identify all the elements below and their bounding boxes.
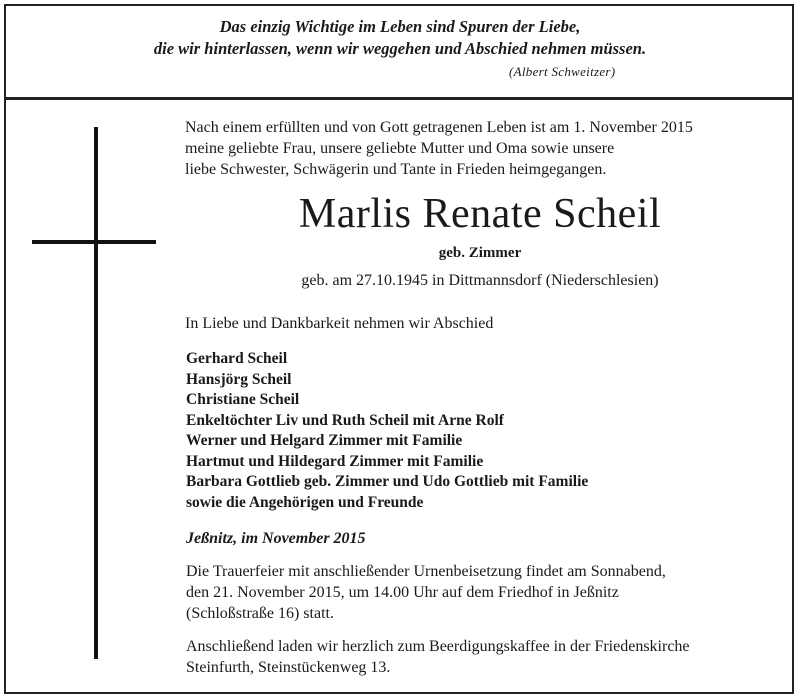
birth-info: geb. am 27.10.1945 in Dittmannsdorf (Niederschlesien) bbox=[301, 272, 659, 289]
mourner-item: Christiane Scheil bbox=[186, 391, 300, 408]
mourner-item: Werner und Helgard Zimmer mit Familie bbox=[186, 432, 463, 449]
reception-line: Steinfurth, Steinstückenweg 13. bbox=[186, 659, 391, 676]
reception-info bbox=[186, 636, 690, 678]
mourner-item: Hartmut und Hildegard Zimmer mit Familie bbox=[186, 452, 484, 470]
quote-line-2: die wir hinterlassen, wenn wir weggehen und Abschied nehmen müssen. bbox=[153, 39, 647, 58]
place-date: Jeßnitz, im November 2015 bbox=[186, 530, 366, 547]
mourners-list bbox=[186, 349, 588, 513]
funeral-line: den 21. November 2015, um 14.00 Uhr auf dem Friedhof in Jeßnitz bbox=[186, 584, 619, 601]
funeral-line: (Schloßstraße 16) statt. bbox=[186, 605, 334, 622]
announcement-line: Nach einem erfüllten und von Gott getragenen Leben ist am 1. November 2015 bbox=[185, 119, 693, 136]
mourner-item: Enkeltöchter Liv und Ruth Scheil mit Arne Rolf bbox=[186, 411, 504, 429]
epigraph-quote bbox=[0, 16, 800, 60]
cross-icon-horizontal bbox=[32, 240, 156, 244]
mourner-item: Gerhard Scheil bbox=[186, 350, 288, 367]
announcement-text bbox=[185, 117, 693, 180]
deceased-name: Marlis Renate Scheil bbox=[298, 191, 662, 237]
mourner-item: Hansjörg Scheil bbox=[186, 370, 292, 388]
quote-author: (Albert Schweitzer) bbox=[509, 64, 616, 79]
funeral-line: Die Trauerfeier mit anschließender Urnenbeisetzung findet am Sonnabend, bbox=[186, 563, 666, 580]
mourner-item: sowie die Angehörigen und Freunde bbox=[186, 493, 424, 511]
quote-line-1: Das einzig Wichtige im Leben sind Spuren der Liebe, bbox=[219, 17, 581, 36]
divider-rule bbox=[6, 97, 792, 100]
farewell-text: In Liebe und Dankbarkeit nehmen wir Abschied bbox=[185, 315, 494, 332]
announcement-line: liebe Schwester, Schwägerin und Tante in Frieden heimgegangen. bbox=[185, 161, 607, 178]
mourner-item: Barbara Gottlieb geb. Zimmer und Udo Gottlieb mit Familie bbox=[186, 473, 589, 490]
maiden-name: geb. Zimmer bbox=[438, 245, 522, 261]
funeral-info bbox=[186, 561, 666, 624]
announcement-line: meine geliebte Frau, unsere geliebte Mutter und Oma sowie unsere bbox=[185, 140, 615, 157]
reception-line: Anschließend laden wir herzlich zum Beerdigungskaffee in der Friedenskirche bbox=[186, 638, 690, 655]
